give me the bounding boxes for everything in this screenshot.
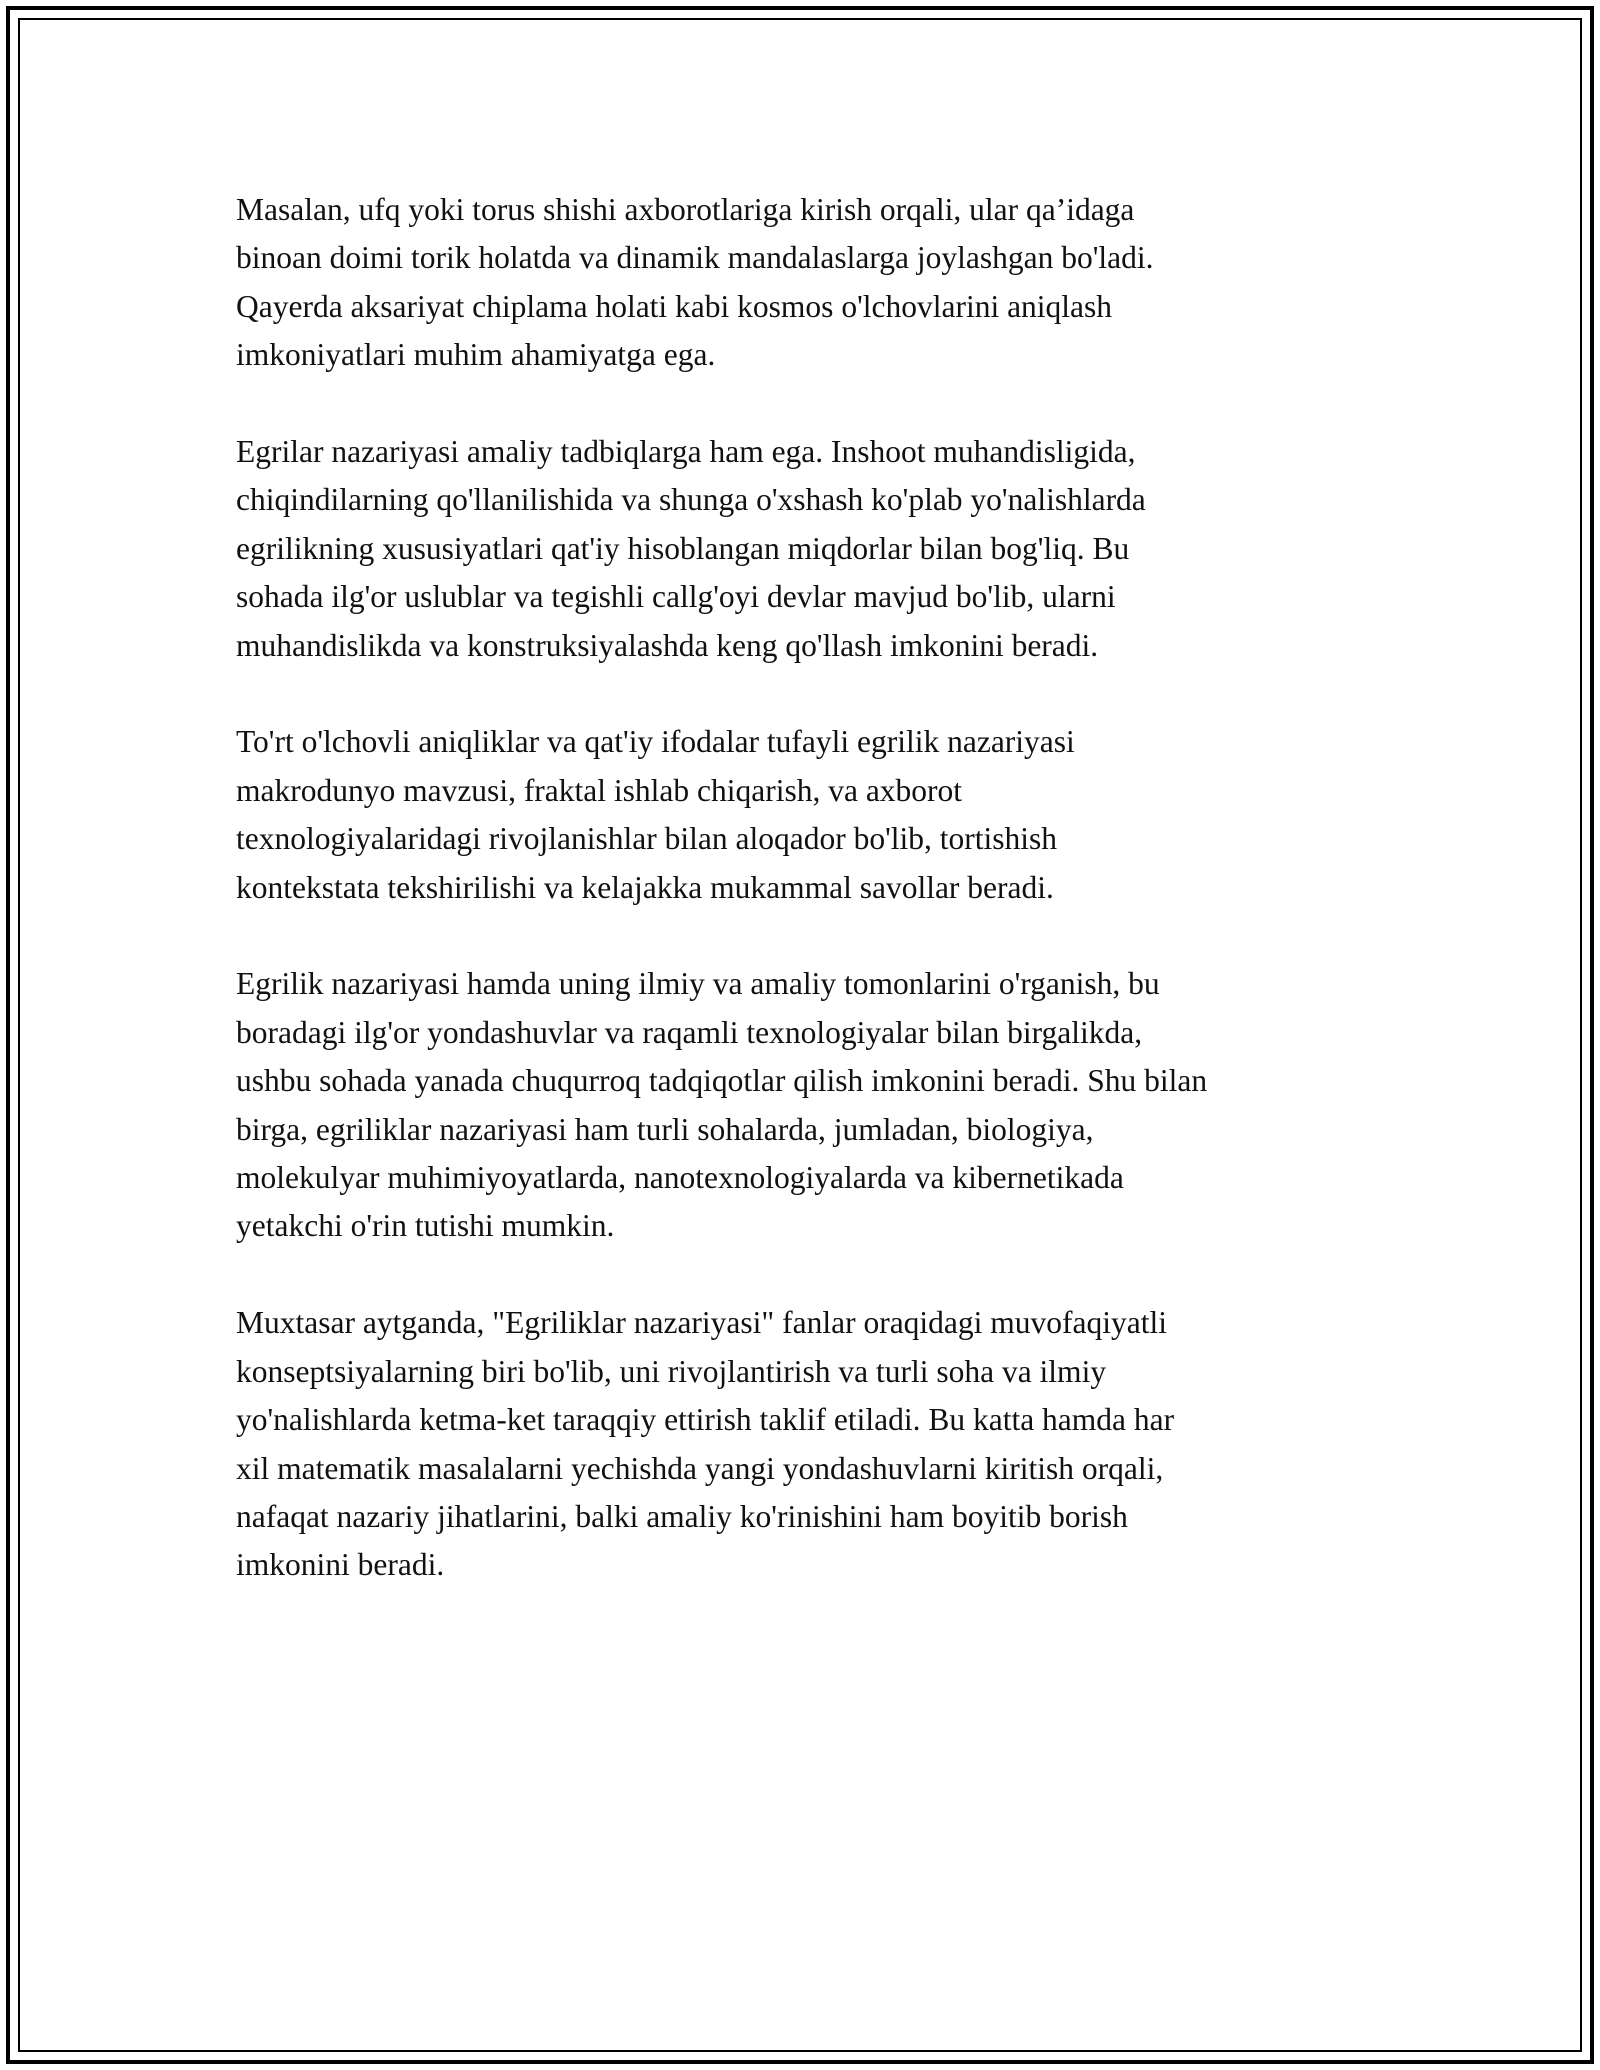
paragraph-line: imkonini beradi. xyxy=(236,1547,445,1583)
paragraph-line: Qayerda aksariyat chiplama holati kabi kosmos o'lchovlarini aniqlash xyxy=(236,288,1113,324)
document-body xyxy=(236,186,1376,1638)
paragraph-line: chiqindilarning qo'llanilishida va shunga o'xshash ko'plab yo'nalishlarda xyxy=(236,482,1146,518)
paragraph-4 xyxy=(236,960,1376,1250)
paragraph-line: yetakchi o'rin tutishi mumkin. xyxy=(236,1208,615,1244)
paragraph-line: egrilikning xususiyatlari qat'iy hisoblangan miqdorlar bilan bog'liq. Bu xyxy=(236,530,1130,566)
paragraph-line: imkoniyatlari muhim ahamiyatga ega. xyxy=(236,337,716,373)
paragraph-line: konseptsiyalarning biri bo'lib, uni rivojlantirish va turli soha va ilmiy xyxy=(236,1353,1107,1389)
paragraph-line: ushbu sohada yanada chuqurroq tadqiqotlar qilish imkonini beradi. Shu bilan xyxy=(236,1063,1208,1099)
paragraph-5 xyxy=(236,1299,1376,1589)
paragraph-line: texnologiyalaridagi rivojlanishlar bilan aloqador bo'lib, tortishish xyxy=(236,821,1058,857)
paragraph-1 xyxy=(236,186,1376,380)
paragraph-line: Muxtasar aytganda, "Egriliklar nazariyasi" fanlar oraqidagi muvofaqiyatli xyxy=(236,1305,1168,1341)
paragraph-3 xyxy=(236,718,1376,912)
paragraph-line: kontekstata tekshirilishi va kelajakka mukammal savollar beradi. xyxy=(236,869,1054,905)
paragraph-line: Egrilar nazariyasi amaliy tadbiqlarga ham ega. Inshoot muhandisligida, xyxy=(236,434,1136,470)
paragraph-line: molekulyar muhimiyoyatlarda, nanotexnologiyalarda va kibernetikada xyxy=(236,1160,1124,1196)
paragraph-line: muhandislikda va konstruksiyalashda keng qo'llash imkonini beradi. xyxy=(236,627,1099,663)
paragraph-line: Masalan, ufq yoki torus shishi axborotlariga kirish orqali, ular qa’idaga xyxy=(236,192,1135,227)
paragraph-2 xyxy=(236,428,1376,670)
paragraph-line: boradagi ilg'or yondashuvlar va raqamli texnologiyalar bilan birgalikda, xyxy=(236,1014,1143,1050)
paragraph-line: birga, egriliklar nazariyasi ham turli sohalarda, jumladan, biologiya, xyxy=(236,1111,1094,1147)
paragraph-line: sohada ilg'or uslublar va tegishli callg'oyi devlar mavjud bo'lib, ularni xyxy=(236,579,1116,615)
paragraph-line: To'rt o'lchovli aniqliklar va qat'iy ifodalar tufayli egrilik nazariyasi xyxy=(236,724,1075,760)
paragraph-line: Egrilik nazariyasi hamda uning ilmiy va amaliy tomonlarini o'rganish, bu xyxy=(236,966,1160,1002)
paragraph-line: binoan doimi torik holatda va dinamik mandalaslarga joylashgan bo'ladi. xyxy=(236,240,1154,276)
paragraph-line: nafaqat nazariy jihatlarini, balki amaliy ko'rinishini ham boyitib borish xyxy=(236,1498,1128,1534)
paragraph-line: makrodunyo mavzusi, fraktal ishlab chiqarish, va axborot xyxy=(236,772,963,808)
paragraph-line: yo'nalishlarda ketma-ket taraqqiy ettirish taklif etiladi. Bu katta hamda har xyxy=(236,1402,1175,1438)
paragraph-line: xil matematik masalalarni yechishda yangi yondashuvlarni kiritish orqali, xyxy=(236,1450,1164,1486)
